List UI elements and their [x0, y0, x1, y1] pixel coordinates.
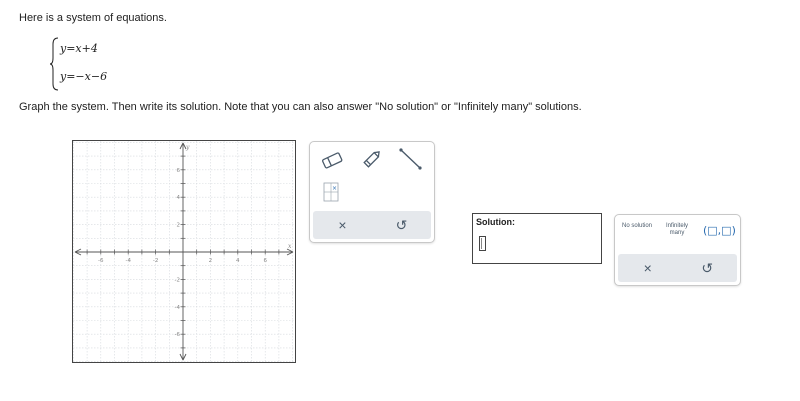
x-axis-label: x: [288, 243, 292, 250]
x-tick-label: -6: [98, 258, 104, 264]
undo-icon: ↺: [395, 216, 408, 233]
left-brace-icon: [50, 36, 60, 92]
y-tick-label: -4: [174, 304, 180, 311]
interval-notation-button[interactable]: (□,□): [703, 224, 736, 237]
toolbox-actions: [313, 211, 431, 239]
pencil-icon[interactable]: [360, 148, 384, 170]
answer-actions: [618, 254, 737, 282]
infinitely-many-button[interactable]: Infinitely many: [665, 223, 688, 236]
eraser-icon[interactable]: [320, 150, 344, 170]
undo-icon: ↺: [701, 259, 714, 276]
y-tick-label: 6: [176, 167, 180, 174]
undo-answer-button[interactable]: [678, 254, 738, 282]
equation-system: [50, 36, 130, 92]
x-tick-label: 4: [236, 258, 240, 264]
x-tick-label: 6: [263, 258, 267, 264]
solution-box: [472, 213, 602, 264]
coordinate-graph[interactable]: [72, 140, 296, 363]
x-tick-label: -4: [125, 258, 131, 264]
clear-answer-button[interactable]: [618, 254, 678, 282]
solution-label: Solution:: [476, 217, 515, 227]
close-icon: ×: [338, 217, 347, 233]
undo-graph-button[interactable]: [372, 211, 431, 239]
y-tick-label: -2: [174, 277, 180, 284]
y-tick-label: 4: [176, 195, 180, 202]
instructions-text: Graph the system. Then write its solution. Note that you can also answer "No solution" or "Infinitely many" solutions.: [19, 101, 582, 113]
clear-graph-button[interactable]: [313, 211, 372, 239]
close-icon: ×: [643, 260, 652, 276]
graph-toolbox: [309, 141, 435, 243]
y-tick-label: 2: [176, 222, 180, 229]
svg-text:×: ×: [332, 185, 338, 192]
x-tick-label: 2: [208, 258, 213, 264]
intro-text: Here is a system of equations.: [19, 12, 167, 24]
y-tick-label: -6: [174, 332, 180, 339]
y-axis-label: y: [186, 144, 190, 151]
equation-2: y=−x−6: [60, 70, 108, 83]
x-tick-label: -2: [152, 258, 159, 264]
no-solution-button[interactable]: No solution: [621, 223, 653, 229]
graph-canvas[interactable]: [73, 141, 295, 362]
point-grid-icon[interactable]: [320, 182, 342, 202]
equation-1: y=x+4: [60, 42, 98, 55]
solution-input[interactable]: [479, 236, 486, 251]
answer-options-panel: [614, 214, 741, 286]
line-icon[interactable]: [398, 147, 424, 171]
